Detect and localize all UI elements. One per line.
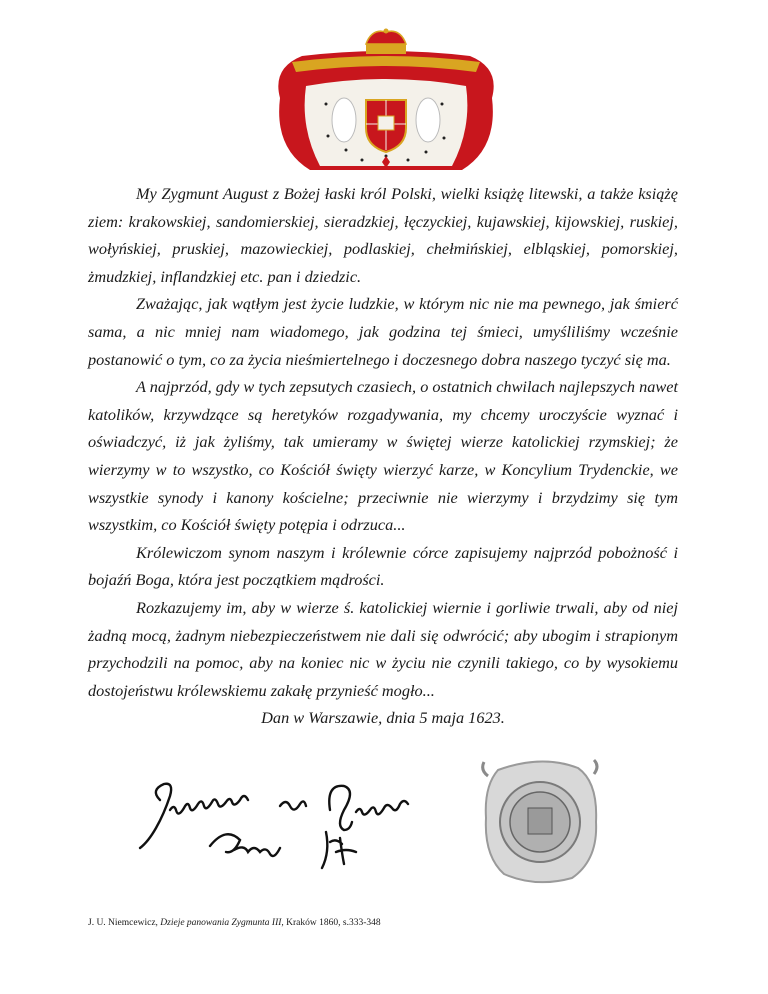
coat-of-arms-image (262, 28, 510, 180)
citation (88, 918, 381, 928)
royal-signature (130, 770, 440, 880)
citation-details: , Kraków 1860, s.333-348 (281, 918, 381, 928)
paragraph-title: My Zygmunt August z Bożej łaski król Polski, wielki książę litewski, a także książę ziem: krakowskiej, sandomierskiej, sieradzkiej, łęczyckiej, kujawskiej, kijowskiej, ruskiej, wołyńskiej, pruskiej, mazowieckiej, podlaskiej, chełmińskiej, elbląskiej, pomorskiej, żmudzkiej, inflandzkiej etc. pan i dziedzic. (88, 184, 678, 286)
citation-title: Dzieje panowania Zygmunta III (160, 918, 282, 928)
citation-author: J. U. Niemcewicz, (88, 918, 161, 928)
paragraph: Rozkazujemy im, aby w wierze ś. katolickiej wiernie i gorliwie trwali, aby od niej żadną mocą, żadnym niebezpieczeństwem nie dali się odwrócić; aby ubogim i strapionym przychodzili na pomoc, aby na koniec nic w życiu nie czynili takiego, co by wysokiemu dostojeństwu królewskiemu zakałę przynieść mogło... (88, 597, 678, 700)
wax-seal-image (476, 756, 604, 888)
paragraph: Zważając, jak wątłym jest życie ludzkie, w którym nic nie ma pewnego, jak śmierć sama, a nic mniej nam wiadomego, jak godzina tej śmieci, umyśliliśmy wcześnie postanowić o tym, co za życia nieśmiertelnego i doczesnego dobra naszego tyczyć się ma. (88, 294, 678, 369)
date-line: Dan w Warszawie, dnia 5 maja 1623. (261, 708, 505, 728)
decree-text (88, 180, 678, 732)
paragraph: A najprzód, gdy w tych zepsutych czasiech, o ostatnich chwilach najlepszych nawet katolików, krzywdzące są heretyków rozgadywania, my chcemy uroczyście wyznać i oświadczyć, iż jak żyliśmy, tak umieramy w świętej wierze katolickiej rzymskiej; że wierzymy w to wszystko, co Kościół święty wierzyć karze, w Koncylium Trydenckie, we wszystkie synody i kanony kościelne; przeciwnie nie wierzymy i brzydzimy się tym wszystkim, co Kościół święty potępia i odrzuca... (88, 377, 678, 535)
paragraph: Królewiczom synom naszym i królewnie córce zapisujemy najprzód pobożność i bojaźń Boga, która jest początkiem mądrości. (88, 542, 678, 590)
